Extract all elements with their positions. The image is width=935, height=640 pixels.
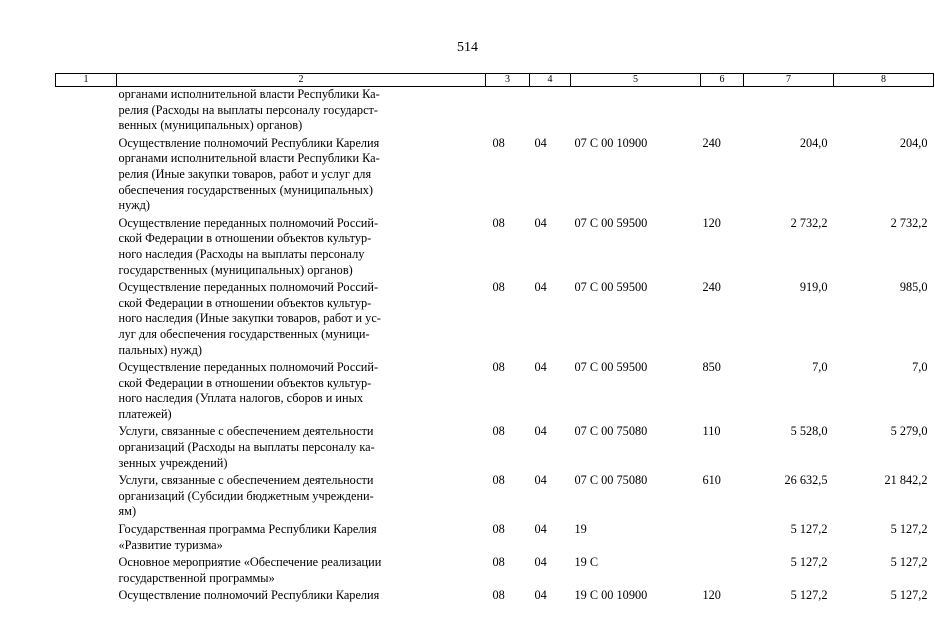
- table-row: [56, 136, 934, 216]
- expense-type-cell: 120: [702, 588, 721, 603]
- expense-type-cell: 120: [702, 215, 721, 230]
- expense-name-line: Осуществление переданных полномочий Россий-: [118, 360, 379, 375]
- budget-table: [55, 73, 934, 606]
- column-header: 6: [701, 74, 744, 87]
- expense-name-line: органами исполнительной власти Республики Ка-: [118, 151, 380, 166]
- column-1-cell: [56, 87, 117, 136]
- expense-name-line: обеспечения государственных (муниципальных): [118, 182, 373, 197]
- column-number-header-row: [56, 74, 934, 87]
- column-header: 7: [744, 74, 834, 87]
- expense-name-line: Услуги, связанные с обеспечением деятельности: [118, 424, 374, 439]
- section-code-cell: 08: [492, 473, 505, 488]
- table-row: [56, 280, 934, 360]
- column-header: 2: [117, 74, 486, 87]
- expense-type-cell: [701, 522, 744, 555]
- amount-col8-cell: 2 732,2: [890, 215, 928, 230]
- expense-name-line: ям): [118, 504, 137, 519]
- expense-name-cell: [117, 424, 486, 473]
- amount-col7-cell: 2 732,2: [790, 215, 828, 230]
- expense-name-line: зенных учреждений): [118, 455, 228, 470]
- expense-name-cell: [117, 216, 486, 280]
- expense-name-cell: [117, 87, 486, 136]
- column-header: 1: [56, 74, 117, 87]
- target-article-cell: [571, 87, 701, 136]
- amount-col8-cell: 985,0: [899, 280, 928, 295]
- target-article-cell: 07 С 00 59500: [574, 280, 648, 295]
- amount-col7-cell: 7,0: [812, 360, 828, 375]
- table-row: [56, 216, 934, 280]
- expense-name-line: Осуществление полномочий Республики Карелия: [118, 135, 380, 150]
- column-1-cell: [56, 216, 117, 280]
- expense-name-line: пальных) нужд): [118, 342, 202, 357]
- expense-type-cell: 610: [702, 473, 721, 488]
- target-article-cell: 19 С 00 10900: [574, 588, 648, 603]
- amount-col8-cell: 21 842,2: [884, 473, 928, 488]
- expense-name-line: Осуществление переданных полномочий Россий-: [118, 215, 379, 230]
- subsection-code-cell: 04: [534, 135, 547, 150]
- expense-name-cell: [117, 473, 486, 522]
- expense-name-cell: [117, 360, 486, 424]
- target-article-cell: 07 С 00 75080: [574, 473, 648, 488]
- column-header: 8: [834, 74, 934, 87]
- column-header: 5: [571, 74, 701, 87]
- section-code-cell: 08: [492, 424, 505, 439]
- expense-type-cell: 850: [702, 360, 721, 375]
- expense-name-line: ской Федерации в отношении объектов культур-: [118, 231, 372, 246]
- subsection-code-cell: [530, 87, 571, 136]
- amount-col8-cell: [834, 87, 934, 136]
- expense-name-line: платежей): [118, 406, 172, 421]
- expense-type-cell: [701, 87, 744, 136]
- amount-col8-cell: 5 127,2: [890, 588, 928, 603]
- section-code-cell: 08: [492, 280, 505, 295]
- target-article-cell: 07 С 00 10900: [574, 135, 648, 150]
- expense-name-cell: [117, 280, 486, 360]
- expense-name-line: «Развитие туризма»: [118, 537, 223, 552]
- expense-name-line: Основное мероприятие «Обеспечение реализации: [118, 555, 382, 570]
- amount-col7-cell: 26 632,5: [784, 473, 828, 488]
- section-code-cell: [486, 87, 530, 136]
- table-body: [56, 87, 934, 607]
- amount-col7-cell: 204,0: [799, 135, 828, 150]
- expense-name-line: Услуги, связанные с обеспечением деятельности: [118, 473, 374, 488]
- expense-name-line: государственных (муниципальных) органов): [118, 262, 353, 277]
- expense-name-line: государственной программы»: [118, 570, 275, 585]
- expense-name-line: органами исполнительной власти Республики Ка-: [118, 87, 380, 101]
- amount-col8-cell: 7,0: [912, 360, 928, 375]
- table-row: [56, 424, 934, 473]
- subsection-code-cell: 04: [534, 522, 547, 537]
- column-1-cell: [56, 360, 117, 424]
- amount-col7-cell: 5 127,2: [790, 588, 828, 603]
- table-row: [56, 473, 934, 522]
- amount-col7-cell: 5 127,2: [790, 522, 828, 537]
- section-code-cell: 08: [492, 555, 505, 570]
- subsection-code-cell: 04: [534, 555, 547, 570]
- expense-name-line: ного наследия (Расходы на выплаты персоналу: [118, 246, 365, 261]
- expense-name-line: релия (Расходы на выплаты персоналу государст-: [118, 102, 379, 117]
- expense-name-cell: [117, 555, 486, 588]
- target-article-cell: 07 С 00 59500: [574, 215, 648, 230]
- table-row: [56, 87, 934, 136]
- amount-col7-cell: 919,0: [799, 280, 828, 295]
- column-header: 4: [530, 74, 571, 87]
- column-1-cell: [56, 588, 117, 606]
- amount-col7-cell: 5 127,2: [790, 555, 828, 570]
- expense-name-line: Осуществление переданных полномочий Россий-: [118, 280, 379, 295]
- subsection-code-cell: 04: [534, 588, 547, 603]
- amount-col8-cell: 5 127,2: [890, 522, 928, 537]
- expense-name-line: Государственная программа Республики Карелия: [118, 522, 377, 537]
- subsection-code-cell: 04: [534, 360, 547, 375]
- table-row: [56, 360, 934, 424]
- subsection-code-cell: 04: [534, 473, 547, 488]
- subsection-code-cell: 04: [534, 280, 547, 295]
- target-article-cell: 19 С: [574, 555, 599, 570]
- amount-col8-cell: 204,0: [899, 135, 928, 150]
- subsection-code-cell: 04: [534, 424, 547, 439]
- column-1-cell: [56, 522, 117, 555]
- expense-name-line: релия (Иные закупки товаров, работ и услуг для: [118, 166, 372, 181]
- table-row: [56, 588, 934, 606]
- section-code-cell: 08: [492, 135, 505, 150]
- expense-name-cell: [117, 136, 486, 216]
- column-header: 3: [486, 74, 530, 87]
- expense-name-cell: [117, 588, 486, 606]
- expense-name-line: Осуществление полномочий Республики Карелия: [118, 588, 380, 603]
- section-code-cell: 08: [492, 360, 505, 375]
- expense-name-line: организаций (Субсидии бюджетным учреждени-: [118, 488, 374, 503]
- expense-name-line: ской Федерации в отношении объектов культур-: [118, 295, 372, 310]
- amount-col8-cell: 5 127,2: [890, 555, 928, 570]
- column-1-cell: [56, 136, 117, 216]
- amount-col8-cell: 5 279,0: [890, 424, 928, 439]
- target-article-cell: 07 С 00 75080: [574, 424, 648, 439]
- amount-col7-cell: [744, 87, 834, 136]
- column-1-cell: [56, 424, 117, 473]
- expense-name-line: ской Федерации в отношении объектов культур-: [118, 375, 372, 390]
- expense-name-line: нужд): [118, 198, 150, 213]
- section-code-cell: 08: [492, 588, 505, 603]
- table-row: [56, 555, 934, 588]
- column-1-cell: [56, 473, 117, 522]
- expense-name-line: луг для обеспечения государственных (муници-: [118, 326, 370, 341]
- target-article-cell: 19: [574, 522, 587, 537]
- expense-type-cell: 110: [702, 424, 721, 439]
- amount-col7-cell: 5 528,0: [790, 424, 828, 439]
- expense-name-line: ного наследия (Иные закупки товаров, работ и ус-: [118, 311, 381, 326]
- section-code-cell: 08: [492, 522, 505, 537]
- expense-type-cell: 240: [702, 135, 721, 150]
- column-1-cell: [56, 555, 117, 588]
- column-1-cell: [56, 280, 117, 360]
- page-number: 514: [457, 40, 478, 55]
- expense-name-line: организаций (Расходы на выплаты персоналу ка-: [118, 440, 375, 455]
- expense-name-line: ного наследия (Уплата налогов, сборов и иных: [118, 391, 364, 406]
- expense-name-line: венных (муниципальных) органов): [118, 118, 303, 133]
- subsection-code-cell: 04: [534, 215, 547, 230]
- expense-type-cell: 240: [702, 280, 721, 295]
- section-code-cell: 08: [492, 215, 505, 230]
- target-article-cell: 07 С 00 59500: [574, 360, 648, 375]
- expense-name-cell: [117, 522, 486, 555]
- table-row: [56, 522, 934, 555]
- expense-type-cell: [701, 555, 744, 588]
